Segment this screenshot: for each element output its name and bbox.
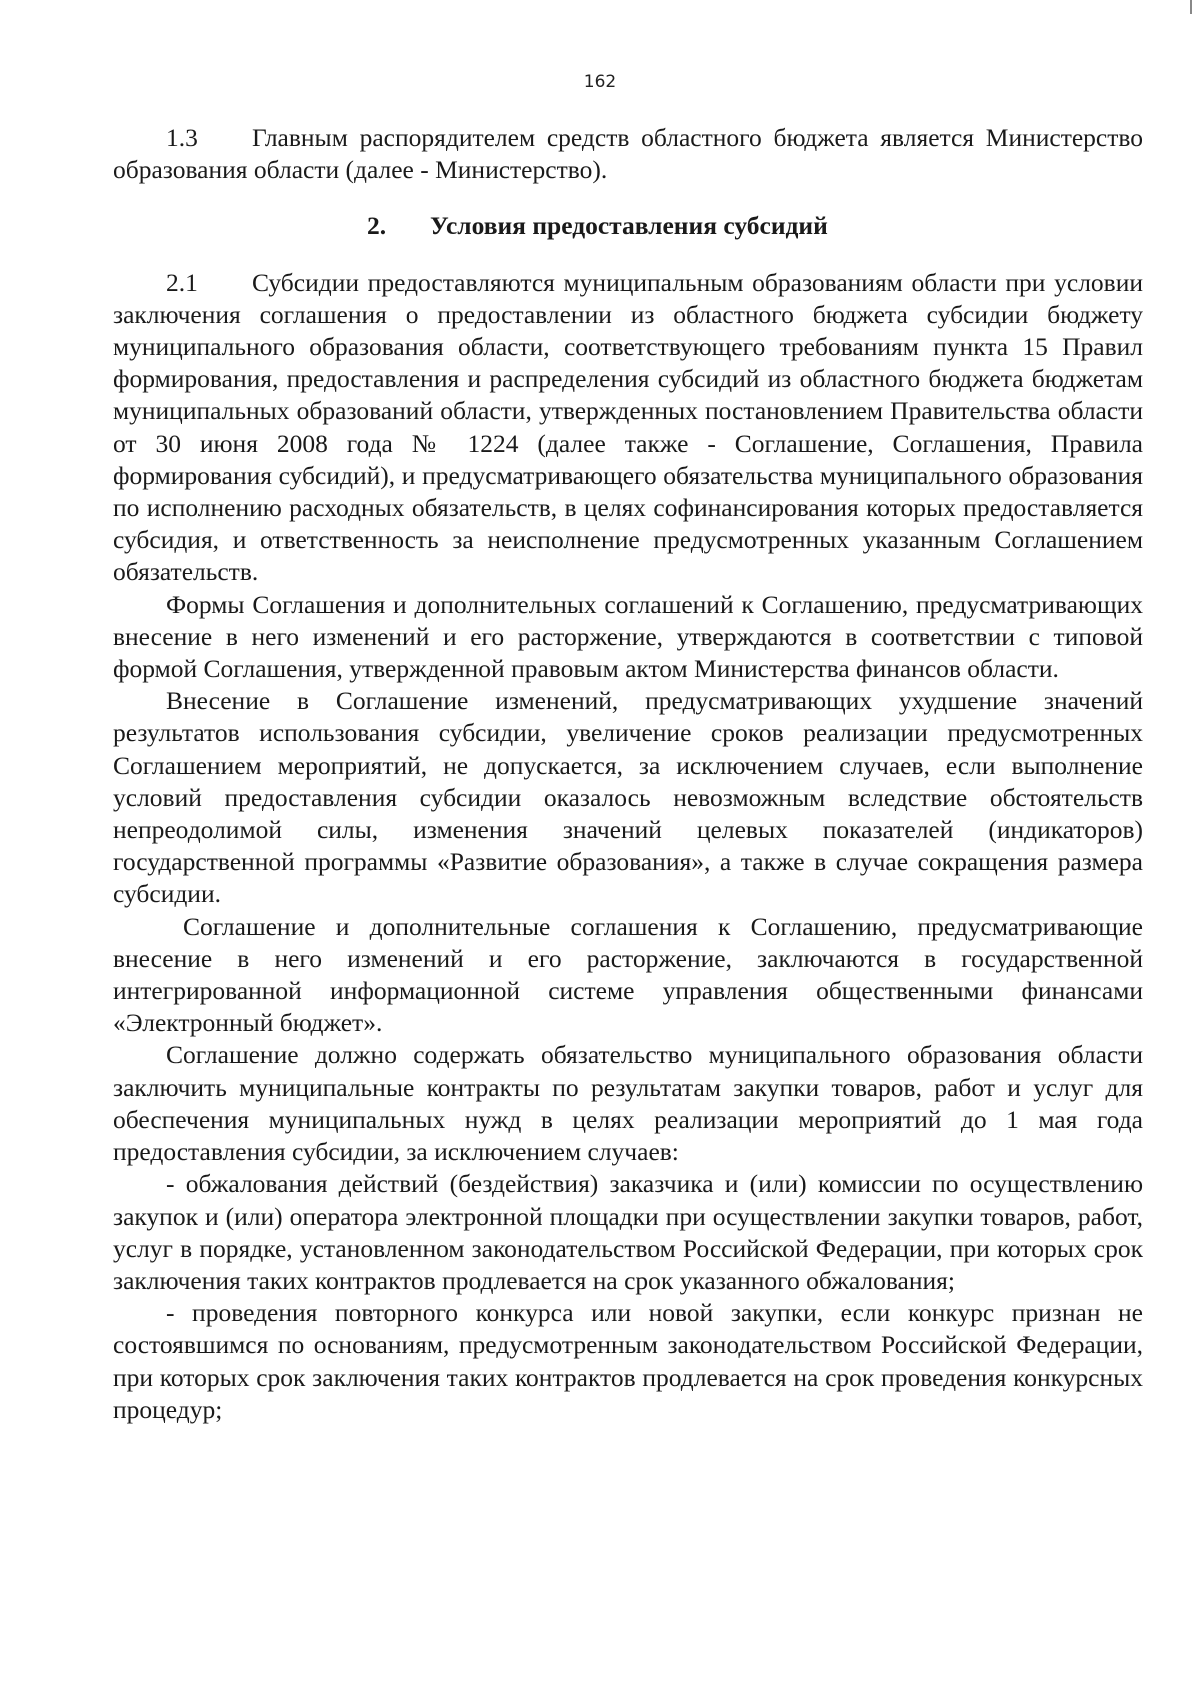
- document-body: [113, 122, 1143, 1426]
- clause-1-3: [113, 122, 1143, 186]
- list-item-retender: - проведения повторного конкурса или новой закупки, если конкурс признан не состоявшимся по основаниям, предусмотренным законодательством Российской Федерации, при которых срок заключения таких контрактов продлевается на срок проведения конкурсных процедур;: [113, 1298, 1143, 1424]
- paragraph-amendments: Внесение в Соглашение изменений, предусматривающих ухудшение значений результатов использования субсидии, увеличение сроков реализации предусмотренных Соглашением мероприятий, не допускается, за исключением случаев, если выполнение условий предоставления субсидии оказалось невозможным вследствие обстоятельств непреодолимой силы, изменения значений целевых показателей (индикаторов) государственной программы «Развитие образования», а также в случае сокращения размера субсидии.: [113, 686, 1143, 909]
- section-number: 2.: [367, 211, 387, 241]
- section-title: Условия предоставления субсидий: [430, 211, 828, 241]
- paragraph-electronic-budget: Соглашение и дополнительные соглашения к Соглашению, предусматривающие внесение в него изменений и его расторжение, заключаются в государственной интегрированной информационной системе управления общественными финансами «Электронный бюджет».: [113, 911, 1143, 1038]
- clause-text: Главным распорядителем средств областного бюджета является Министерство образования области (далее - Министерство).: [113, 123, 1143, 185]
- clause-number: 2.1: [166, 267, 198, 297]
- page-number: 162: [583, 72, 617, 92]
- scan-edge-mark: [1190, 0, 1192, 14]
- section-heading: [113, 210, 1143, 242]
- list-item-appeal: - обжалования действий (бездействия) заказчика и (или) комиссии по осуществлению закупок и (или) оператора электронной площадки при осуществлении закупки товаров, работ, услуг в порядке, установленном законодательством Российской Федерации, при которых срок заключения таких контрактов продлевается на срок указанного обжалования;: [113, 1169, 1143, 1295]
- clause-2-1: [113, 267, 1143, 589]
- clause-number: 1.3: [166, 123, 198, 152]
- paragraph-contracts: Соглашение должно содержать обязательство муниципального образования области заключить муниципальные контракты по результатам закупки товаров, работ и услуг для обеспечения муниципальных нужд в целях реализации мероприятий до 1 мая года предоставления субсидии, за исключением случаев:: [113, 1040, 1143, 1167]
- paragraph-forms: Формы Соглашения и дополнительных соглашений к Соглашению, предусматривающих внесение в него изменений и его расторжение, утверждаются в соответствии с типовой формой Соглашения, утвержденной правовым актом Министерства финансов области.: [113, 589, 1143, 684]
- clause-text: Субсидии предоставляются муниципальным образованиям области при условии заключения соглашения о предоставлении из областного бюджета субсидии бюджету муниципального образования области, соответствующего требованиям пункта 15 Правил формирования, предоставления и распределения субсидий из областного бюджета бюджетам муниципальных образований области, утвержденных постановлением Правительства области от 30 июня 2008 года № 1224 (далее также - Соглашение, Соглашения, Правила формирования субсидий), и предусматривающего обязательства муниципального образования по исполнению расходных обязательств, в целях софинансирования которых предоставляется субсидия, и ответственность за неисполнение предусмотренных указанным Соглашением обязательств.: [113, 267, 1143, 587]
